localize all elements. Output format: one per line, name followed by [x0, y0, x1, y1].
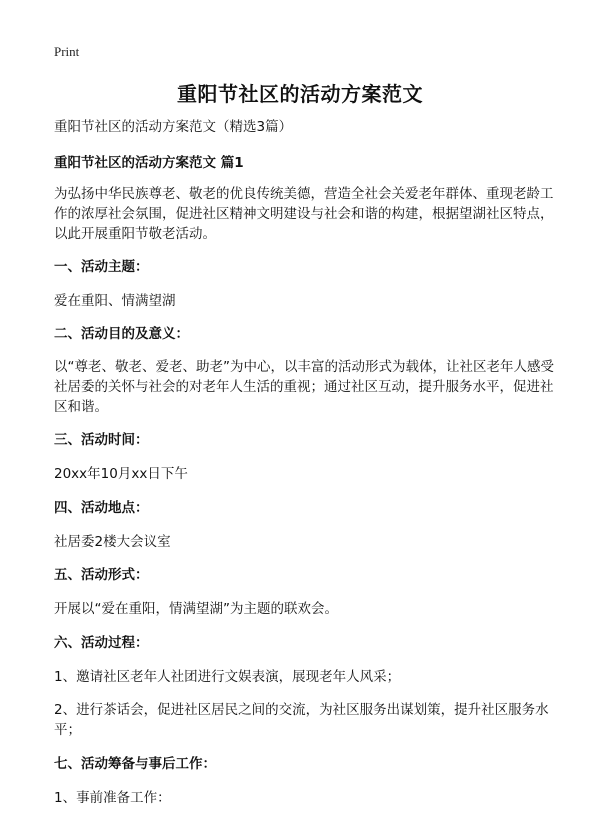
section-3-text: 20xx年10月xx日下午 — [54, 466, 188, 482]
section-2-text: 以“尊老、敬老、爱老、助老”为中心，以丰富的活动形式为载体，让社区老年人感受社居委的关怀与社会的对老年人生活的重视；通过社区互动，提升服务水平，促进社区和谐。 — [54, 359, 554, 415]
article-heading: 重阳节社区的活动方案范文 篇1 — [54, 155, 244, 171]
section-2-heading: 二、活动目的及意义： — [54, 326, 189, 342]
intro-paragraph: 为弘扬中华民族尊老、敬老的优良传统美德，营造全社会关爱老年群体、重现老龄工作的浓厚社会氛围，促进社区精神文明建设与社会和谐的构建，根据望湖社区特点，以此开展重阳节敬老活动。 — [54, 186, 554, 242]
section-1-heading: 一、活动主题： — [54, 259, 149, 275]
section-6-heading: 六、活动过程： — [54, 635, 149, 651]
document-body — [54, 117, 554, 808]
print-label: Print — [54, 44, 80, 59]
section-7-item-1: 1、事前准备工作： — [54, 790, 171, 806]
section-5-text: 开展以“爱在重阳，情满望湖”为主题的联欢会。 — [54, 601, 338, 617]
section-3-heading: 三、活动时间： — [54, 432, 149, 448]
section-6-item-1: 1、邀请社区老年人社团进行文娱表演，展现老年人风采； — [54, 669, 401, 685]
document-subtitle: 重阳节社区的活动方案范文（精选3篇） — [54, 119, 293, 135]
section-5-heading: 五、活动形式： — [54, 567, 149, 583]
section-7-heading: 七、活动筹备与事后工作： — [54, 756, 216, 772]
page-title: 重阳节社区的活动方案范文 — [177, 82, 423, 106]
section-4-text: 社居委2楼大会议室 — [54, 534, 171, 550]
section-1-text: 爱在重阳、情满望湖 — [54, 293, 176, 309]
section-4-heading: 四、活动地点： — [54, 500, 149, 516]
section-6-item-2: 2、进行茶话会，促进社区居民之间的交流，为社区服务出谋划策，提升社区服务水平； — [54, 702, 549, 738]
